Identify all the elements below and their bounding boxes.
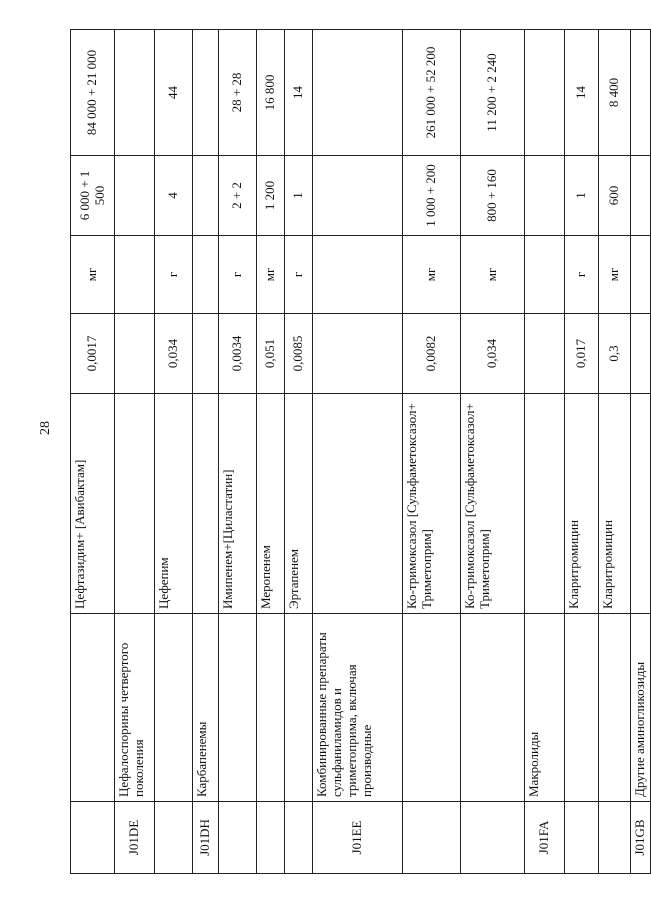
group-cell: Цефалоспорины четвертого поколения — [115, 614, 155, 802]
unit-cell — [313, 236, 403, 314]
group-cell — [599, 614, 631, 802]
ddd-cell: 0,0017 — [71, 314, 115, 394]
unit-cell: г — [155, 236, 193, 314]
group-cell — [403, 614, 461, 802]
total-cell — [313, 30, 403, 156]
drug-cell — [193, 394, 219, 614]
ddd-cell: 0,0082 — [403, 314, 461, 394]
group-cell — [219, 614, 257, 802]
ddd-cell — [525, 314, 565, 394]
table-row — [71, 30, 115, 874]
code-cell — [461, 802, 525, 874]
code-cell: J01DH — [193, 802, 219, 874]
quantity-cell — [115, 156, 155, 236]
table-row — [565, 30, 599, 874]
total-cell — [525, 30, 565, 156]
group-cell: Комбинированные препараты сульфаниламидов и триметоприма, включая производные — [313, 614, 403, 802]
table-row — [525, 30, 565, 874]
group-cell: Карбапенемы — [193, 614, 219, 802]
drug-cell — [313, 394, 403, 614]
code-cell — [285, 802, 313, 874]
page-number: 28 — [38, 421, 53, 435]
unit-cell: г — [565, 236, 599, 314]
ddd-cell — [115, 314, 155, 394]
group-cell: Другие аминогликозиды — [631, 614, 651, 802]
quantity-cell: 1 — [285, 156, 313, 236]
quantity-cell — [313, 156, 403, 236]
unit-cell: мг — [599, 236, 631, 314]
drug-cell — [115, 394, 155, 614]
quantity-cell: 2 + 2 — [219, 156, 257, 236]
group-cell — [155, 614, 193, 802]
group-cell — [285, 614, 313, 802]
code-cell — [219, 802, 257, 874]
unit-cell: г — [219, 236, 257, 314]
unit-cell: г — [285, 236, 313, 314]
table-row — [155, 30, 193, 874]
code-cell — [257, 802, 285, 874]
group-cell — [257, 614, 285, 802]
code-cell — [565, 802, 599, 874]
total-cell: 8 400 — [599, 30, 631, 156]
table-row — [257, 30, 285, 874]
drug-cell: Эртапенем — [285, 394, 313, 614]
group-cell — [71, 614, 115, 802]
ddd-cell: 0,3 — [599, 314, 631, 394]
document-table-container — [70, 30, 647, 874]
total-cell — [631, 30, 651, 156]
group-cell — [565, 614, 599, 802]
code-cell — [599, 802, 631, 874]
unit-cell — [115, 236, 155, 314]
quantity-cell — [193, 156, 219, 236]
ddd-cell: 0,051 — [257, 314, 285, 394]
ddd-cell: 0,034 — [155, 314, 193, 394]
unit-cell: мг — [257, 236, 285, 314]
group-cell: Макролиды — [525, 614, 565, 802]
drug-cell: Цефтазидим+ [Авибактам] — [71, 394, 115, 614]
total-cell: 28 + 28 — [219, 30, 257, 156]
quantity-cell: 6 000 + 1 500 — [71, 156, 115, 236]
code-cell: J01GB — [631, 802, 651, 874]
ddd-cell: 0,0034 — [219, 314, 257, 394]
drug-cell: Кларитромицин — [599, 394, 631, 614]
total-cell: 261 000 + 52 200 — [403, 30, 461, 156]
table-row — [193, 30, 219, 874]
table-row — [219, 30, 257, 874]
code-cell — [403, 802, 461, 874]
unit-cell: мг — [461, 236, 525, 314]
ddd-cell — [193, 314, 219, 394]
quantity-cell: 1 200 — [257, 156, 285, 236]
table-row — [599, 30, 631, 874]
table-row — [403, 30, 461, 874]
quantity-cell: 800 + 160 — [461, 156, 525, 236]
drug-cell: Ко-тримоксазол [Сульфаметоксазол+ Триметоприм] — [461, 394, 525, 614]
quantity-cell: 600 — [599, 156, 631, 236]
total-cell: 44 — [155, 30, 193, 156]
code-cell — [155, 802, 193, 874]
ddd-cell — [313, 314, 403, 394]
table-row — [285, 30, 313, 874]
drug-cell: Ко-тримоксазол [Сульфаметоксазол+ Триметоприм] — [403, 394, 461, 614]
drug-cell: Меропенем — [257, 394, 285, 614]
drug-cell: Кларитромицин — [565, 394, 599, 614]
table-row — [313, 30, 403, 874]
unit-cell — [525, 236, 565, 314]
table-row — [631, 30, 651, 874]
ddd-cell: 0,034 — [461, 314, 525, 394]
unit-cell: мг — [403, 236, 461, 314]
drug-cell — [525, 394, 565, 614]
total-cell: 14 — [285, 30, 313, 156]
drug-cell: Цефепим — [155, 394, 193, 614]
quantity-cell — [631, 156, 651, 236]
unit-cell — [631, 236, 651, 314]
total-cell — [193, 30, 219, 156]
code-cell: J01FA — [525, 802, 565, 874]
code-cell: J01DE — [115, 802, 155, 874]
total-cell: 84 000 + 21 000 — [71, 30, 115, 156]
ddd-cell: 0,0085 — [285, 314, 313, 394]
code-cell: J01EE — [313, 802, 403, 874]
drug-dosage-table — [70, 29, 651, 874]
quantity-cell: 1 000 + 200 — [403, 156, 461, 236]
table-row — [461, 30, 525, 874]
ddd-cell — [631, 314, 651, 394]
quantity-cell — [525, 156, 565, 236]
unit-cell: мг — [71, 236, 115, 314]
table-row — [115, 30, 155, 874]
quantity-cell: 1 — [565, 156, 599, 236]
total-cell: 16 800 — [257, 30, 285, 156]
drug-cell: Имипенем+[Циластатин] — [219, 394, 257, 614]
total-cell: 14 — [565, 30, 599, 156]
unit-cell — [193, 236, 219, 314]
group-cell — [461, 614, 525, 802]
total-cell: 11 200 + 2 240 — [461, 30, 525, 156]
total-cell — [115, 30, 155, 156]
quantity-cell: 4 — [155, 156, 193, 236]
ddd-cell: 0,017 — [565, 314, 599, 394]
drug-cell — [631, 394, 651, 614]
code-cell — [71, 802, 115, 874]
